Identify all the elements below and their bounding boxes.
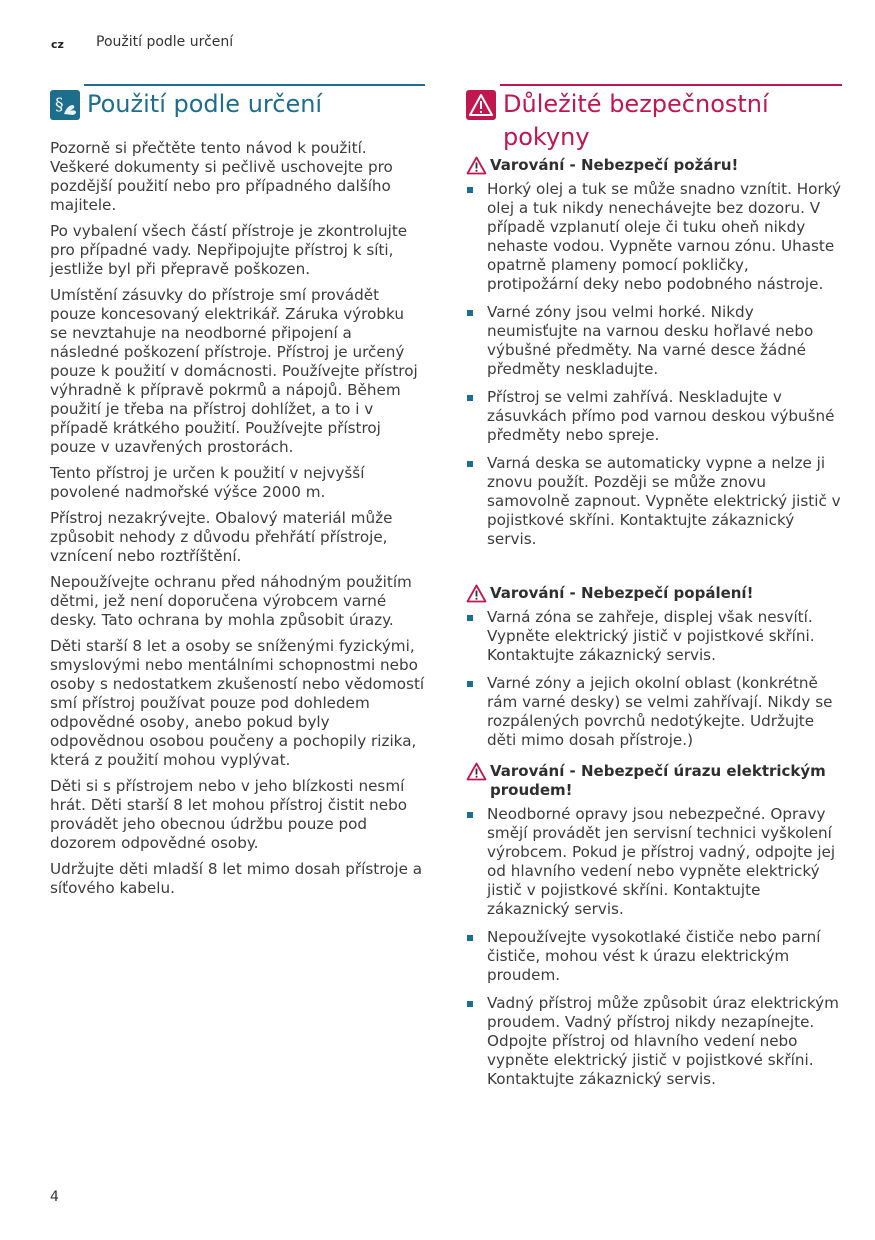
list-item: Horký olej a tuk se může snadno vznítit. Horký olej a tuk nikdy nenechávejte bez dozoru. V případě vzplanutí oleje či tuku oheň nikdy nehaste vodou. Vypněte varnou zónu. Uhaste opatrně plameny pomocí pokličky, protipožární deky nebo podobného nástroje. — [466, 180, 842, 294]
heading-text: Použití podle určení — [87, 90, 323, 118]
paragraph: Po vybalení všech částí přístroje je zkontrolujte pro případné vady. Nepřipojujte přístroj k síti, jestliže byl při přepravě poškozen. — [50, 222, 408, 278]
paragraph: Děti si s přístrojem nebo v jeho blízkosti nesmí hrát. Děti starší 8 let mohou přístroj čistit nebo provádět jeho obecnou údržbu pouze pod dozorem odpovědné osoby. — [50, 777, 408, 852]
paragraph: Děti starší 8 let a osoby se sníženými fyzickými, smyslovými nebo mentálními schopnostmi nebo osoby s nedostatkem zkušeností nebo vědomostí smí přístroj používat pouze pod dohledem odpovědné osoby, anebo pokud byly odpovědnou osobou poučeny a pochopily rizika, která z použití mohou vyplývat. — [50, 637, 425, 769]
list-item: Neodborné opravy jsou nebezpečné. Opravy smějí provádět jen servisní technici vyškolení výrobcem. Pokud je přístroj vadný, odpojte jej od hlavního vedení nebo vypněte elektrický jistič v pojistkové skříni. Kontaktujte zákaznický servis. — [466, 805, 842, 919]
warning-triangle-icon — [466, 584, 487, 603]
svg-text:§: § — [55, 95, 64, 115]
heading-rule — [500, 84, 842, 86]
paragraph: Přístroj nezakrývejte. Obalový materiál může způsobit nehody z důvodu přehřátí přístroje, vznícení nebo roztříštění. — [50, 509, 393, 565]
burn-warning-list — [466, 608, 842, 750]
fire-warning-title: Varování - Nebezpečí požáru! — [466, 156, 842, 175]
warning-triangle-icon — [466, 156, 487, 175]
list-item: Vadný přístroj může způsobit úraz elektrickým proudem. Vadný přístroj nikdy nezapínejte. Odpojte přístroj od hlavního vedení nebo vypněte elektrický jistič v pojistkové skříni. Kontaktujte zákaznický servis. — [466, 994, 842, 1089]
list-item: Varné zóny jsou velmi horké. Nikdy neumisťujte na varnou desku hořlavé nebo výbušné předměty. Na varné desce žádné předměty neskladujte. — [466, 303, 842, 379]
electric-shock-warning-list — [466, 805, 842, 1089]
paragraph: Nepoužívejte ochranu před náhodným použitím dětmi, jež není doporučena výrobcem varné desky. Tato ochrana by mohla způsobit úrazy. — [50, 573, 412, 629]
paragraph: Pozorně si přečtěte tento návod k použití. Veškeré dokumenty si pečlivě uschovejte pro pozdější použití nebo pro případného dalšího majitele. — [50, 139, 393, 214]
intended-use-heading — [50, 88, 425, 121]
intended-use-column — [50, 84, 425, 905]
language-code: cz — [51, 38, 64, 51]
page-number: 4 — [50, 1189, 59, 1205]
warning-triangle-icon — [466, 762, 487, 781]
burn-warning-title: Varování - Nebezpečí popálení! — [466, 584, 842, 603]
warning-triangle-icon — [466, 90, 496, 120]
paragraph: Udržujte děti mladší 8 let mimo dosah přístroje a síťového kabelu. — [50, 860, 423, 897]
safety-instructions-column — [466, 84, 842, 1098]
list-item: Přístroj se velmi zahřívá. Neskladujte v zásuvkách přímo pod varnou deskou výbušné předměty nebo spreje. — [466, 388, 842, 445]
paragraph: Umístění zásuvky do přístroje smí provádět pouze koncesovaný elektrikář. Záruka výrobku se nevztahuje na neodborné připojení a následné poškození přístroje. Přístroj je určený pouze k použití v domácnosti. Používejte přístroj výhradně k přípravě pokrmů a nápojů. Během použití je třeba na přístroj dohlížet, a to i v případě krátkého použití. Používejte přístroj pouze v uzavřených prostorách. — [50, 286, 418, 456]
safety-instructions-heading — [466, 88, 842, 154]
list-item: Varná zóna se zahřeje, displej však nesvítí. Vypněte elektrický jistič v pojistkové skříni. Kontaktujte zákaznický servis. — [466, 608, 842, 665]
list-item: Varná deska se automaticky vypne a nelze ji znovu použít. Později se může znovu samovolně zapnout. Vypněte elektrický jistič v pojistkové skříni. Kontaktujte zákaznický servis. — [466, 454, 842, 549]
intended-use-body — [50, 139, 425, 898]
running-header-title: Použití podle určení — [96, 34, 234, 50]
electric-shock-warning-title: Varování - Nebezpečí úrazu elektrickým proudem! — [466, 762, 842, 800]
heading-rule — [84, 84, 425, 86]
paragraph: Tento přístroj je určen k použití v nejvyšší povolené nadmořské výšce 2000 m. — [50, 464, 365, 501]
section-hand-icon — [50, 90, 80, 120]
list-item: Varné zóny a jejich okolní oblast (konkrétně rám varné desky) se velmi zahřívají. Nikdy se rozpálených povrchů nedotýkejte. Udržujte děti mimo dosah přístroje.) — [466, 674, 842, 750]
fire-warning-list — [466, 180, 842, 549]
list-item: Nepoužívejte vysokotlaké čističe nebo parní čističe, mohou vést k úrazu elektrickým proudem. — [466, 928, 842, 985]
heading-text: Důležité bezpečnostní pokyny — [503, 90, 769, 151]
